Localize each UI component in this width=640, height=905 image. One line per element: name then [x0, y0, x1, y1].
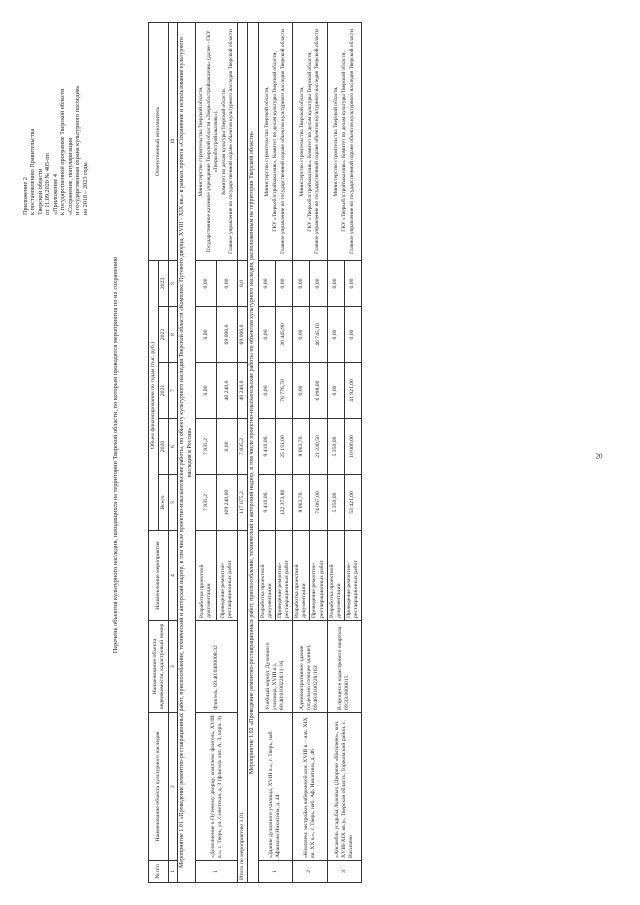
- cell-total: 53 421,00: [344, 475, 361, 531]
- cell-total: 7 835,2: [196, 475, 217, 531]
- owner-cadastral: Административное здание (отдельно стоящее здание), 69:40:0100228:163: [293, 621, 328, 713]
- col-number: 9: [169, 260, 178, 306]
- cell-2020: 0,00: [217, 419, 238, 475]
- executor-line: Министерство строительства Тверской области,: [264, 86, 271, 197]
- cell-2023: 0,00: [327, 260, 344, 306]
- cell-2021: 40 240,0: [238, 363, 248, 419]
- cell-2020: 21 230,50: [310, 419, 327, 475]
- table-row: [293, 22, 310, 882]
- table-row: [258, 22, 275, 882]
- executor-line: ГКУ «Тверьоблстройзаказчик», Комитет по делам культуры Тверской области,: [341, 51, 347, 232]
- executor-cell: [196, 22, 238, 260]
- col-number: 10: [169, 22, 178, 260]
- appendix-line: и государственная охрана культурного наследия»: [74, 85, 82, 215]
- col-owner-header: Наименование объекта недвижимости, кадастровый номер: [149, 621, 169, 713]
- object-name: «Здание духовного училища, XVIII в.», г. Тверь, наб. Афанасия Никитина, д. 44: [258, 713, 293, 861]
- cell-2021: 0,00: [258, 363, 275, 419]
- cell-2021: 0,00: [196, 363, 217, 419]
- event-name: Проведение ремонтно-реставрационных работ: [275, 531, 292, 621]
- executor-line: Главное управление по государственной охране объектов культурного наследия Тверской области: [279, 29, 286, 254]
- cell-total: 74 067,00: [310, 475, 327, 531]
- event-name: Проведение ремонтно-реставрационных работ: [310, 531, 327, 621]
- executor-line: Комитет по делам культуры Тверской области,: [220, 88, 227, 195]
- cell-2023: 0,00: [310, 260, 327, 306]
- section-title: Мероприятие 1.02 «Проведение ремонтно-реставрационных работ, приспособление, технический и авторский надзор, в том числе проектно-изыскательские работы по объектам культурного наследия, расположенным на территории Тверской области»: [248, 22, 259, 882]
- object-name: «Дополнение к Путевому дворцу, комплекс флигель, XVIII в.», г. Тверь, ул. Советская, д. 3 (флигель лит. А, 3, корп. 3): [196, 713, 238, 861]
- cell-2021: 76 776,70: [275, 363, 292, 419]
- cell-2023: 0,0: [238, 260, 248, 306]
- row-number: 1: [258, 861, 293, 883]
- cell-2020: 9 410,00: [258, 419, 275, 475]
- object-name: «Комплекс застройки набережной кон. XVIII в. - нач. XIX вв. XX в.», г. Тверь, наб. Аф. Никитина, д. 46: [293, 713, 328, 861]
- row-number: 2: [293, 861, 328, 883]
- column-number-row: [169, 22, 178, 882]
- section-title: Мероприятие 1.01 «Проведение ремонтно-реставрационных работ, приспособление, технический и авторский надзор, в том числе проектно-изыскательские работы, по объекту культурного наследия Тверской области «Комплекс Путевого дворца, XVIII - XIX вв.» в рамках проекта «Сохранение и использование культурного наследия в России»: [178, 22, 196, 882]
- executor-line: Главное управление по государственной охране объектов культурного наследия Тверской области: [228, 29, 235, 254]
- cell-2020: 7 835,2: [196, 419, 217, 475]
- executor-line: Главное управление по государственной охране объектов культурного наследия Тверской области: [314, 29, 321, 254]
- cell-2022: 0,00: [327, 307, 344, 363]
- cell-2023: 0,00: [258, 260, 275, 306]
- cell-2022: 0,00: [293, 307, 310, 363]
- cell-2023: 0,00: [275, 260, 292, 306]
- cell-2021: 0,00: [327, 363, 344, 419]
- cell-2021: 6 098,00: [310, 363, 327, 419]
- cell-2022: 46 745,10: [310, 307, 327, 363]
- owner-cadastral: Учебный корпус Духовного училища, XVIII в.), 69:40:0100228:11-16: [258, 621, 293, 713]
- cell-2022: 30 445,90: [275, 307, 292, 363]
- col-executor-header: Ответственный исполнитель: [149, 22, 169, 260]
- event-name: Проведение ремонтно-реставрационных работ: [217, 531, 238, 621]
- owner-cadastral: В процессе кадастрового квартала 69:33:0000015: [327, 621, 362, 713]
- total-empty: [238, 22, 248, 260]
- header-row: [149, 22, 159, 882]
- col-number: 5: [169, 475, 178, 531]
- col-number: 1: [169, 861, 178, 883]
- col-object-header: Наименование объекта культурного наследия: [149, 713, 169, 861]
- col-number: 6: [169, 419, 178, 475]
- executor-line: Министерство строительства Тверской области,: [298, 86, 305, 197]
- appendix-line: «Сохранение, популяризация: [66, 137, 74, 215]
- cell-2023: 0,00: [344, 260, 361, 306]
- cell-2021: 40 240,0: [217, 363, 238, 419]
- executor-line: ГКУ «Тверьоблстройзаказчик», Комитет по делам культуры Тверской области,: [272, 51, 278, 232]
- col-number: 2: [169, 713, 178, 861]
- event-name: Разработка проектной документации: [293, 531, 310, 621]
- cell-2020: 25 151,00: [275, 419, 292, 475]
- col-number: 3: [169, 621, 178, 713]
- appendix-line: Тверской области: [36, 168, 44, 215]
- cell-2022: 69 000,0: [238, 307, 248, 363]
- cell-total: 5 350,00: [327, 475, 344, 531]
- event-name: Разработка проектной документации: [258, 531, 275, 621]
- cell-2020: 5 350,00: [327, 419, 344, 475]
- col-total-header: Всего: [159, 475, 169, 531]
- page-number: 20: [595, 452, 603, 461]
- col-2023-header: 2023: [159, 260, 169, 306]
- cell-total: 9 410,00: [258, 475, 275, 531]
- total-row: [238, 22, 248, 882]
- cell-2022: 0,00: [196, 307, 217, 363]
- cell-2023: 0,00: [293, 260, 310, 306]
- table-row: [327, 22, 344, 882]
- event-name: Проведение ремонтно-реставрационных работ: [344, 531, 361, 621]
- cell-total: 8 062,70: [293, 475, 310, 531]
- cell-total: 132 373,80: [275, 475, 292, 531]
- owner-cadastral: Флигель, 69:40:0400008:32: [196, 621, 238, 713]
- cell-2021: 41 921,00: [344, 363, 361, 419]
- total-label: Итого по мероприятию 1.01: [238, 531, 248, 883]
- executor-line: ГКУ «Тверьоблстройзаказчик», Комитет по делам культуры Тверской области,: [306, 51, 313, 232]
- col-event-header: Наименование мероприятия: [149, 531, 169, 621]
- col-funding-header: Объем финансирования по годам (тыс. руб.): [149, 260, 159, 530]
- cell-2020: 7 835,2: [238, 419, 248, 475]
- cell-2020: 8 062,70: [293, 419, 310, 475]
- executor-line: Главное управление по государственной охране объектов культурного наследия Тверской области: [348, 29, 355, 254]
- col-number: 7: [169, 363, 178, 419]
- row-number: 1: [196, 861, 238, 883]
- executor-cell: [258, 22, 293, 260]
- executor-cell: [293, 22, 328, 260]
- col-2020-header: 2020: [159, 419, 169, 475]
- document-title: Перечень объектов культурного наследия, находящихся на территории Тверской области, по которым проводятся мероприятия по их сохранению: [112, 256, 119, 654]
- cell-2022: 69 000,0: [217, 307, 238, 363]
- col-2021-header: 2021: [159, 363, 169, 419]
- appendix-line: на 2018 – 2023 годы: [81, 162, 89, 215]
- cell-total: 109 240,00: [217, 475, 238, 531]
- event-name: Разработка проектной документации: [196, 531, 217, 621]
- appendix-line: от 11.09.2020 № 405-пп: [44, 153, 52, 215]
- section-row: [248, 22, 259, 882]
- appendix-line: к государственной программе Тверской области: [59, 88, 67, 215]
- appendix-line: «Приложение 4: [51, 174, 59, 215]
- cell-total: 117 075,2: [238, 475, 248, 531]
- col-number: 4: [169, 531, 178, 621]
- executor-line: Министерство строительства Тверской области,: [198, 86, 205, 197]
- cell-2023: 0,00: [217, 260, 238, 306]
- cell-2023: 0,00: [196, 260, 217, 306]
- appendix-line: к постановлению Правительства: [29, 128, 37, 215]
- appendix-line: Приложение 2: [22, 177, 29, 215]
- col-num-header: № п/п: [149, 861, 169, 883]
- col-2022-header: 2022: [159, 307, 169, 363]
- table-row: [196, 22, 217, 882]
- row-number: 3: [327, 861, 362, 883]
- executor-cell: [327, 22, 362, 260]
- objects-table: [148, 22, 362, 883]
- appendix-note: [22, 20, 89, 215]
- cell-2021: 0,00: [293, 363, 310, 419]
- cell-2022: 0,00: [344, 307, 361, 363]
- event-name: Разработка проектной документации: [327, 531, 344, 621]
- executor-line: Государственное казенное учреждение Тверской области «Тверьоблстройзаказчик» (далее - ГКУ «Тверьоблстройзаказчик»),: [206, 30, 219, 253]
- section-row: [178, 22, 196, 882]
- col-number: 8: [169, 307, 178, 363]
- cell-2020: 10 000,00: [344, 419, 361, 475]
- cell-2022: 0,00: [258, 307, 275, 363]
- object-name: «Ансамбль усадьбы Львовых (Дворяне «Василево», кон. XVIII-XIX вв.)», Тверская область, Торжокский район, с. Василево: [327, 713, 362, 861]
- executor-line: Министерство строительства Тверской области,: [333, 86, 340, 197]
